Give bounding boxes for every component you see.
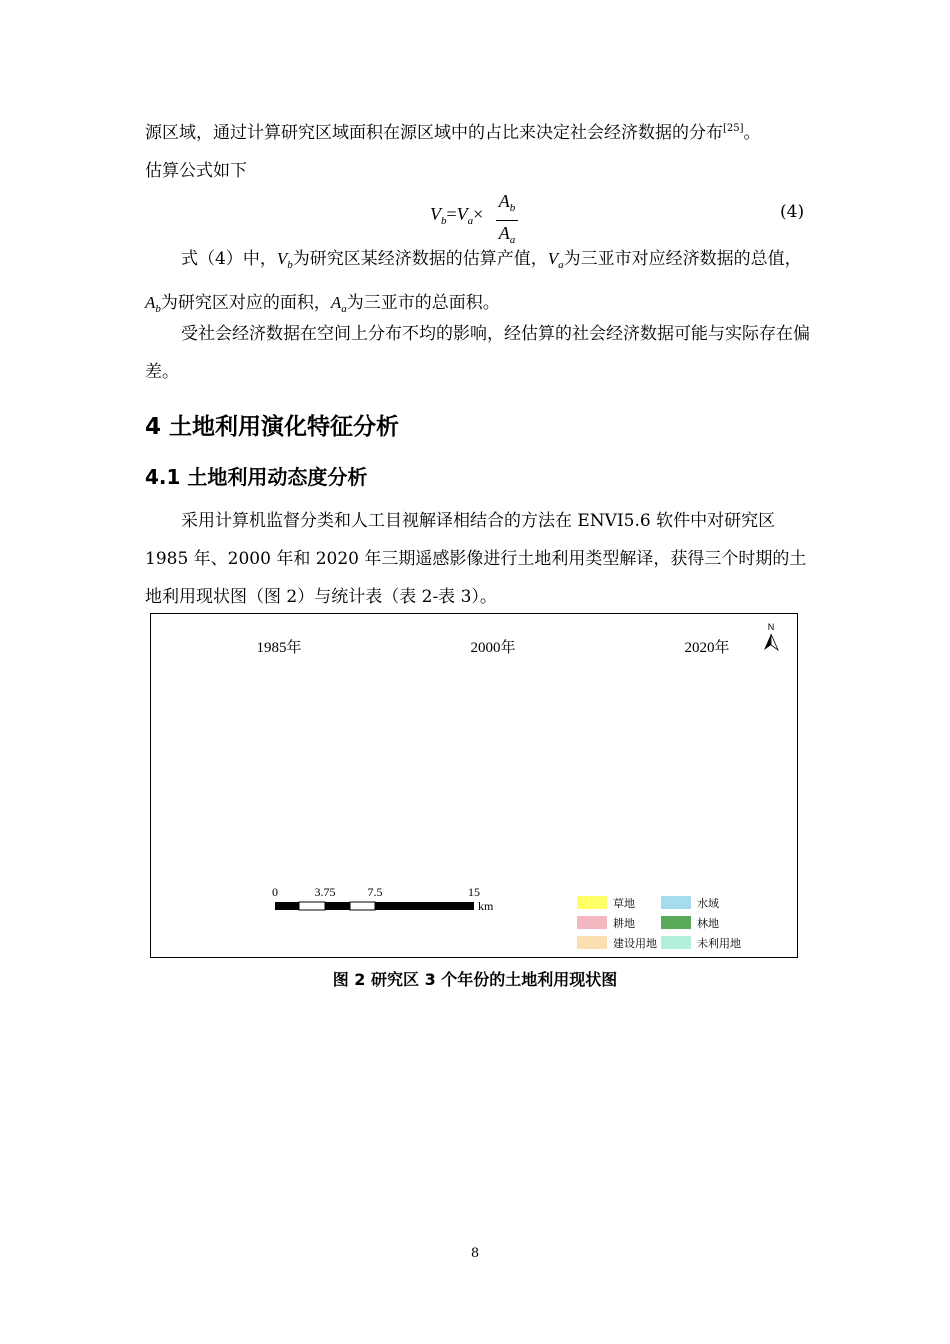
legend-item-water — [661, 896, 719, 910]
svg-text:15: 15 — [468, 885, 480, 899]
formula-fraction: $A_b$ $A_a$ — [496, 190, 518, 251]
legend-item-construction — [577, 936, 657, 950]
year-label-2000: 2000年 — [470, 640, 516, 656]
page-number: 8 — [470, 1246, 480, 1261]
year-label-2020: 2020年 — [684, 640, 730, 656]
paragraph-4: 采用计算机监督分类和人工目视解译相结合的方法在 ENVI5.6 软件中对研究区 1985 年、2000 年和 2020 年三期遥感影像进行土地利用类型解译，获得三个时期的土地利用现状图（图 2）与统计表（表 2-表 3）。 — [145, 511, 807, 607]
map-2020 — [591, 660, 788, 869]
svg-text:3.75: 3.75 — [314, 885, 336, 899]
paragraph-1-line-2: 估算公式如下 — [145, 161, 247, 181]
legend-item-grassland — [577, 896, 635, 910]
svg-text:7.5: 7.5 — [367, 885, 383, 899]
figure-caption: 图 2 研究区 3 个年份的土地利用现状图 — [332, 970, 618, 989]
section-heading: 4 土地利用演化特征分析 — [145, 414, 400, 440]
svg-text:km: km — [478, 899, 494, 913]
legend-item-unused — [661, 936, 741, 950]
svg-text:N: N — [767, 622, 775, 632]
citation: [25] — [723, 123, 744, 134]
legend-item-forest — [661, 916, 719, 930]
year-label-1985: 1985年 — [256, 640, 302, 656]
svg-text:0: 0 — [272, 885, 278, 899]
legend-item-cropland — [577, 916, 635, 930]
svg-text:草地: 草地 — [613, 897, 635, 910]
svg-text:未利用地: 未利用地 — [697, 937, 741, 950]
map-2000 — [381, 654, 578, 869]
paragraph-1: 源区域，通过计算研究区域面积在源区域中的占比来决定社会经济数据的分布[25]。 估算公式如下 — [145, 123, 761, 181]
legend — [577, 896, 741, 950]
svg-text:耕地: 耕地 — [613, 917, 635, 930]
svg-text:林地: 林地 — [697, 917, 719, 930]
svg-text:水域: 水域 — [697, 897, 719, 910]
land-use-figure — [150, 613, 798, 958]
land-use-maps — [151, 614, 799, 959]
subsection-heading: 4.1 土地利用动态度分析 — [145, 465, 368, 489]
north-arrow-icon — [764, 622, 778, 650]
paragraph-3: 受社会经济数据在空间上分布不均的影响，经估算的社会经济数据可能与实际存在偏差。 — [145, 324, 810, 382]
paragraph-2: 式（4）中，$V_b$为研究区某经济数据的估算产值，$V_a$为三亚市对应经济数据的总值，$A_b$为研究区对应的面积，$A_a$为三亚市的总面积。 — [145, 249, 802, 315]
formula-4: $V_b=V_a\times$ $A_b$ $A_a$ — [430, 190, 540, 240]
map-1985 — [171, 654, 368, 869]
scale-bar — [272, 885, 494, 913]
equation-number: (4) — [780, 202, 805, 222]
svg-text:建设用地: 建设用地 — [613, 937, 657, 950]
